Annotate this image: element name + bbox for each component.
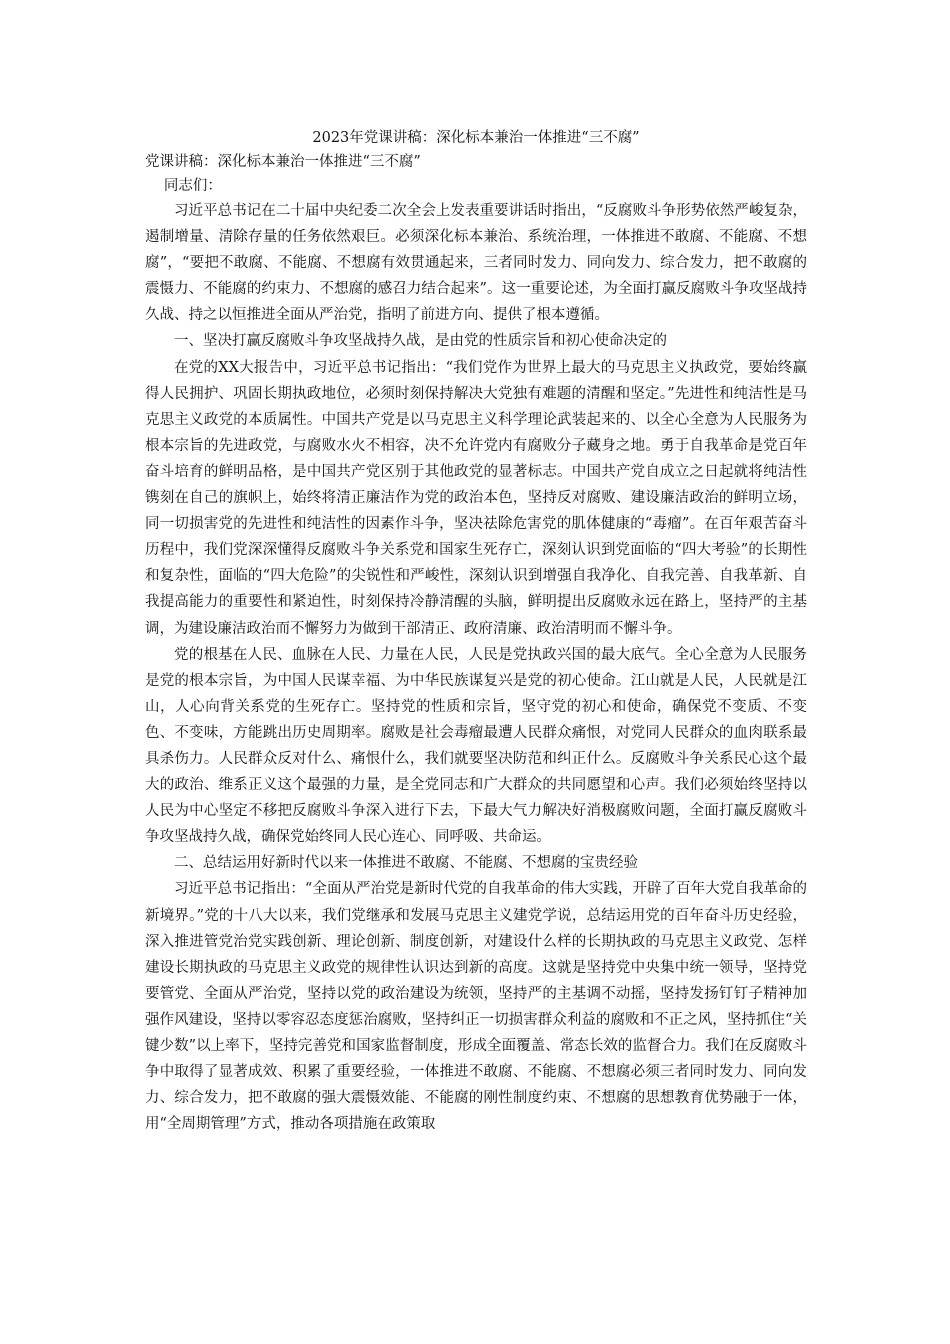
paragraph-section2-a: 习近平总书记指出：“全面从严治党是新时代党的自我革命的伟大实践，开辟了百年大党自我革命的新境界。”党的十八大以来，我们党继承和发展马克思主义建党学说，总结运用党的百年奋斗历史经验，深入推进管党治党实践创新、理论创新、制度创新，对建设什么样的长期执政的马克思主义政党、怎样建设长期执政的马克思主义政党的规律性认识达到新的高度。这就是坚持党中央集中统一领导，坚持党要管党、全面从严治党，坚持以党的政治建设为统领，坚持严的主基调不动摇，坚持发扬钉钉子精神加强作风建设，坚持以零容忍态度惩治腐败，坚持纠正一切损害群众利益的腐败和不正之风，坚持抓住“关键少数”以上率下，坚持完善党和国家监督制度，形成全面覆盖、常态长效的监督合力。我们在反腐败斗争中取得了显著成效、积累了重要经验，一体推进不敢腐、不能腐、不想腐必须三者同时发力、同向发力、综合发力，把不敢腐的强大震慑效能、不能腐的刚性制度约束、不想腐的思想教育优势融于一体，用“全周期管理”方式，推动各项措施在政策取 [145,881,807,1133]
document-title: 2023年党课讲稿：深化标本兼治一体推进“三不腐” [312,130,640,146]
section-heading-1: 一、坚决打赢反腐败斗争攻坚战持久战，是由党的性质宗旨和初心使命决定的 [174,333,667,350]
document-body [145,126,807,1137]
paragraph-section1-a: 在党的XX大报告中，习近平总书记指出：“我们党作为世界上最大的马克思主义执政党，要始终赢得人民拥护、巩固长期执政地位，必须时刻保持解决大党独有难题的清醒和坚定。”先进性和纯洁性是马克思主义政党的本质属性。中国共产党是以马克思主义科学理论武装起来的、以全心全意为人民服务为根本宗旨的先进政党，与腐败水火不相容，决不允许党内有腐败分子藏身之地。勇于自我革命是党百年奋斗培育的鲜明品格，是中国共产党区别于其他政党的显著标志。中国共产党自成立之日起就将纯洁性镌刻在自己的旗帜上，始终将清正廉洁作为党的政治本色，坚持反对腐败、建设廉洁政治的鲜明立场，同一切损害党的先进性和纯洁性的因素作斗争，坚决祛除危害党的肌体健康的“毒瘤”。在百年艰苦奋斗历程中，我们党深深懂得反腐败斗争关系党和国家生死存亡，深刻认识到党面临的“四大考验”的长期性和复杂性，面临的“四大危险”的尖锐性和严峻性，深刻认识到增强自我净化、自我完善、自我革新、自我提高能力的重要性和紧迫性，时刻保持冷静清醒的头脑，鲜明提出反腐败永远在路上，坚持严的主基调，为建设廉洁政治而不懈努力为做到干部清正、政府清廉、政治清明而不懈斗争。 [145,359,807,637]
paragraph-section1-b: 党的根基在人民、血脉在人民、力量在人民，人民是党执政兴国的最大底气。全心全意为人民服务是党的根本宗旨，为中国人民谋幸福、为中华民族谋复兴是党的初心使命。江山就是人民，人民就是江山，人心向背关系党的生死存亡。坚持党的性质和宗旨，坚守党的初心和使命，确保党不变质、不变色、不变味，方能跳出历史周期率。腐败是社会毒瘤最遭人民群众痛恨，对党同人民群众的血肉联系最具杀伤力。人民群众反对什么、痛恨什么，我们就要坚决防范和纠正什么。反腐败斗争关系民心这个最大的政治、维系正义这个最强的力量，是全党同志和广大群众的共同愿望和心声。我们必须始终坚持以人民为中心坚定不移把反腐败斗争深入进行下去，下最大气力解决好消极腐败问题，全面打赢反腐败斗争攻坚战持久战，确保党始终同人民心连心、同呼吸、共命运。 [145,646,807,846]
salutation: 同志们： [163,178,222,194]
paragraph-intro: 习近平总书记在二十届中央纪委二次全会上发表重要讲话时指出，“反腐败斗争形势依然严峻复杂，遏制增量、清除存量的任务依然艰巨。必须深化标本兼治、系统治理，一体推进不敢腐、不能腐、不想腐”，“要把不敢腐、不能腐、不想腐有效贯通起来，三者同时发力、同向发力、综合发力，把不敢腐的震慑力、不能腐的约束力、不想腐的感召力结合起来”。这一重要论述，为全面打赢反腐败斗争攻坚战持久战、持之以恒推进全面从严治党，指明了前进方向、提供了根本遵循。 [145,203,807,324]
section-heading-2: 二、总结运用好新时代以来一体推进不敢腐、不能腐、不想腐的宝贵经验 [174,855,638,872]
document-subtitle: 党课讲稿：深化标本兼治一体推进“三不腐” [145,154,421,170]
